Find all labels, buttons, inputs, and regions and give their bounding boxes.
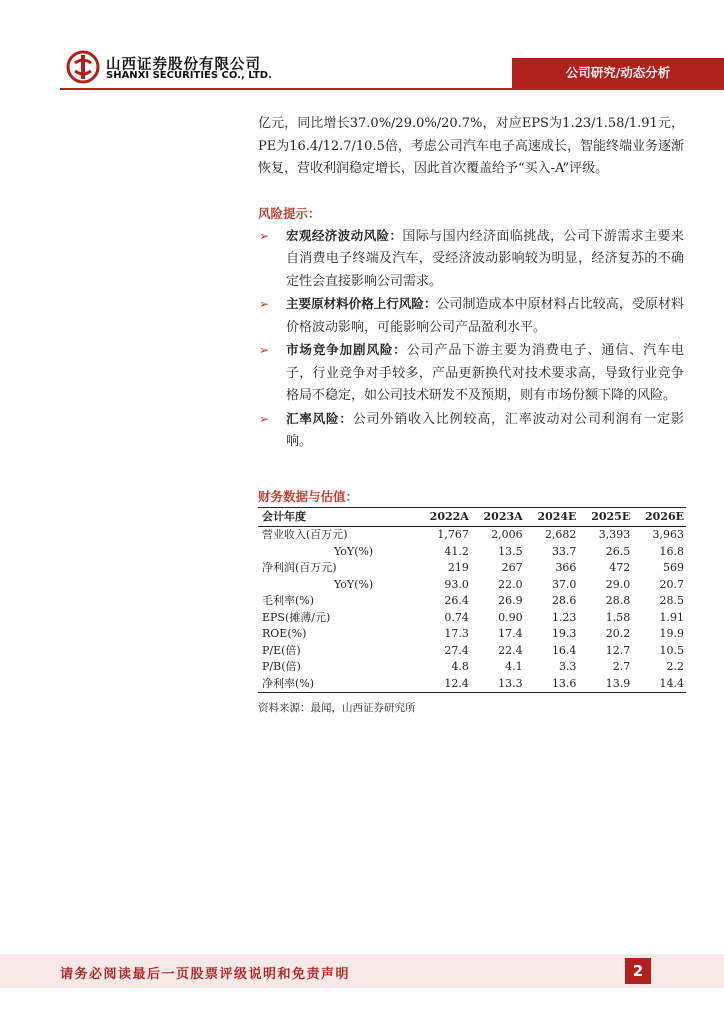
row-label: YoY(%)	[334, 577, 374, 591]
risk-item-label: 市场竞争加剧风险：	[286, 342, 407, 357]
table-cell: 12.7	[605, 643, 631, 657]
risk-section-title: 风险提示：	[258, 205, 321, 221]
table-row	[258, 544, 686, 561]
risk-item-fx	[258, 408, 684, 454]
table-cell: 26.9	[498, 594, 523, 607]
column-header: 2024E	[525, 508, 579, 527]
table-cell: 12.4	[417, 676, 471, 693]
table-cell: 22.4	[498, 643, 523, 657]
header-divider	[60, 88, 724, 90]
column-header: 2025E	[578, 508, 632, 527]
risk-item-text: 公司制造成本中原材料占比较高，受原材料价格波动影响，可能影响公司产品盈利水平。	[286, 297, 684, 335]
table-cell: 4.1	[505, 660, 523, 673]
column-header: 会计年度	[258, 508, 417, 527]
table-body	[258, 527, 686, 693]
table-cell: 29.0	[605, 577, 631, 591]
table-cell: 0.90	[498, 610, 523, 624]
table-cell: 16.8	[659, 544, 684, 558]
risk-item-macro	[258, 225, 684, 294]
table-cell: 219	[447, 561, 469, 574]
row-label: 净利率(%)	[258, 676, 417, 693]
column-header: 2022A	[417, 508, 471, 527]
table-row	[258, 676, 686, 693]
table-row	[258, 560, 686, 577]
table-cell: 27.4	[444, 643, 469, 657]
column-header: 2023A	[471, 508, 525, 527]
table-cell: 3,393	[598, 528, 631, 541]
table-cell: 19.9	[659, 627, 684, 640]
intro-paragraph: 亿元，同比增长37.0%/29.0%/20.7%，对应EPS为1.23/1.58/1.91元，PE为16.4/12.7/10.5倍，考虑公司汽车电子高速成长，智能终端业务逐渐恢复，营收利润稳定增长，因此首次覆盖给予“买入-A”评级。	[258, 116, 684, 176]
footer-disclaimer: 请务必阅读最后一页股票评级说明和免责声明	[60, 967, 351, 982]
financials-title: 财务数据与估值：	[258, 489, 359, 504]
table-cell: 26.4	[444, 594, 469, 607]
row-label: ROE(%)	[262, 627, 307, 640]
table-cell: 13.6	[525, 676, 579, 693]
table-cell: 2.7	[612, 660, 631, 673]
table-cell: 22.0	[498, 577, 523, 591]
company-logo-icon	[66, 50, 100, 84]
risk-item-text: 国际与国内经济面临挑战，公司下游需求主要来自消费电子终端及汽车，受经济波动影响较为明显，经济复苏的不确定性会直接影响公司需求。	[286, 228, 684, 289]
table-cell: 93.0	[444, 577, 469, 591]
table-cell: 267	[501, 561, 523, 574]
table-cell: 16.4	[551, 643, 577, 657]
row-label: P/B(倍)	[262, 660, 301, 673]
table-cell: 26.5	[605, 544, 631, 558]
company-name-en: SHANXI SECURITIES CO., LTD.	[106, 70, 272, 81]
risk-item-label: 宏观经济波动风险：	[286, 227, 403, 243]
table-cell: 41.2	[444, 544, 469, 558]
main-content	[258, 113, 684, 454]
table-cell: 2.2	[666, 660, 684, 673]
table-row	[258, 659, 686, 676]
table-cell: 2,682	[544, 528, 577, 541]
bullet-arrow-icon: ➢	[259, 343, 270, 357]
bullet-arrow-icon: ➢	[259, 411, 270, 426]
risk-item-label: 主要原材料价格上行风险：	[286, 296, 437, 311]
table-cell: 28.5	[659, 594, 684, 607]
table-cell: 1.23	[551, 610, 577, 624]
table-row	[258, 610, 686, 627]
table-cell: 17.4	[498, 627, 523, 640]
table-cell: 3.3	[558, 660, 577, 673]
bullet-arrow-icon: ➢	[259, 228, 270, 243]
risk-item-material	[258, 293, 684, 339]
risk-item-label: 汇率风险：	[286, 410, 353, 426]
table-row	[258, 527, 686, 544]
table-cell: 20.7	[659, 577, 684, 591]
table-cell: 28.6	[551, 594, 577, 607]
risk-item-text: 公司产品下游主要为消费电子、通信、汽车电子，行业竞争对手较多，产品更新换代对技术要求高，导致行业竞争格局不稳定，如公司技术研发不及预期，则有市场份额下降的风险。	[286, 343, 684, 403]
table-cell: 19.3	[551, 627, 577, 640]
row-label: 净利润(百万元)	[262, 561, 337, 574]
table-cell: 366	[555, 561, 577, 574]
table-row	[258, 593, 686, 610]
page-number: 2	[625, 958, 651, 984]
table-cell: 10.5	[659, 643, 684, 657]
risk-item-text: 公司外销收入比例较高，汇率波动对公司利润有一定影响。	[286, 411, 684, 449]
row-label: EPS(摊薄/元)	[262, 610, 331, 624]
table-cell: 28.8	[605, 594, 631, 607]
row-label: P/E(倍)	[262, 643, 301, 657]
company-name-cn: 山西证券股份有限公司	[106, 57, 261, 73]
row-label: 毛利率(%)	[262, 594, 315, 607]
data-source: 资料来源：最闻，山西证券研究所	[258, 702, 416, 714]
table-cell: 17.3	[444, 627, 469, 640]
column-header: 2026E	[632, 508, 686, 527]
table-cell: 1.58	[605, 610, 631, 624]
table-cell: 472	[609, 561, 631, 574]
table-cell: 13.9	[578, 676, 632, 693]
table-cell: 37.0	[551, 577, 577, 591]
table-cell: 1,767	[437, 528, 469, 541]
table-cell: 33.7	[551, 544, 577, 558]
table-cell: 2,006	[491, 528, 523, 541]
table-cell: 3,963	[652, 528, 684, 541]
risk-item-competition	[258, 339, 684, 408]
bullet-arrow-icon: ➢	[259, 297, 270, 311]
table-cell: 14.4	[632, 676, 686, 693]
row-label: 营业收入(百万元)	[262, 528, 348, 541]
table-cell: 20.2	[605, 627, 631, 640]
table-cell: 13.3	[471, 676, 525, 693]
row-label: YoY(%)	[334, 544, 374, 558]
table-cell: 569	[663, 561, 684, 574]
financials-table	[258, 507, 686, 693]
table-cell: 4.8	[451, 660, 469, 673]
table-cell: 13.5	[498, 544, 523, 558]
table-cell: 0.74	[444, 610, 469, 624]
table-cell: 1.91	[659, 610, 684, 624]
report-type-banner: 公司研究/动态分析	[512, 58, 724, 88]
table-header-row	[258, 508, 686, 527]
table-row	[258, 626, 686, 643]
table-row	[258, 577, 686, 594]
table-row	[258, 643, 686, 660]
